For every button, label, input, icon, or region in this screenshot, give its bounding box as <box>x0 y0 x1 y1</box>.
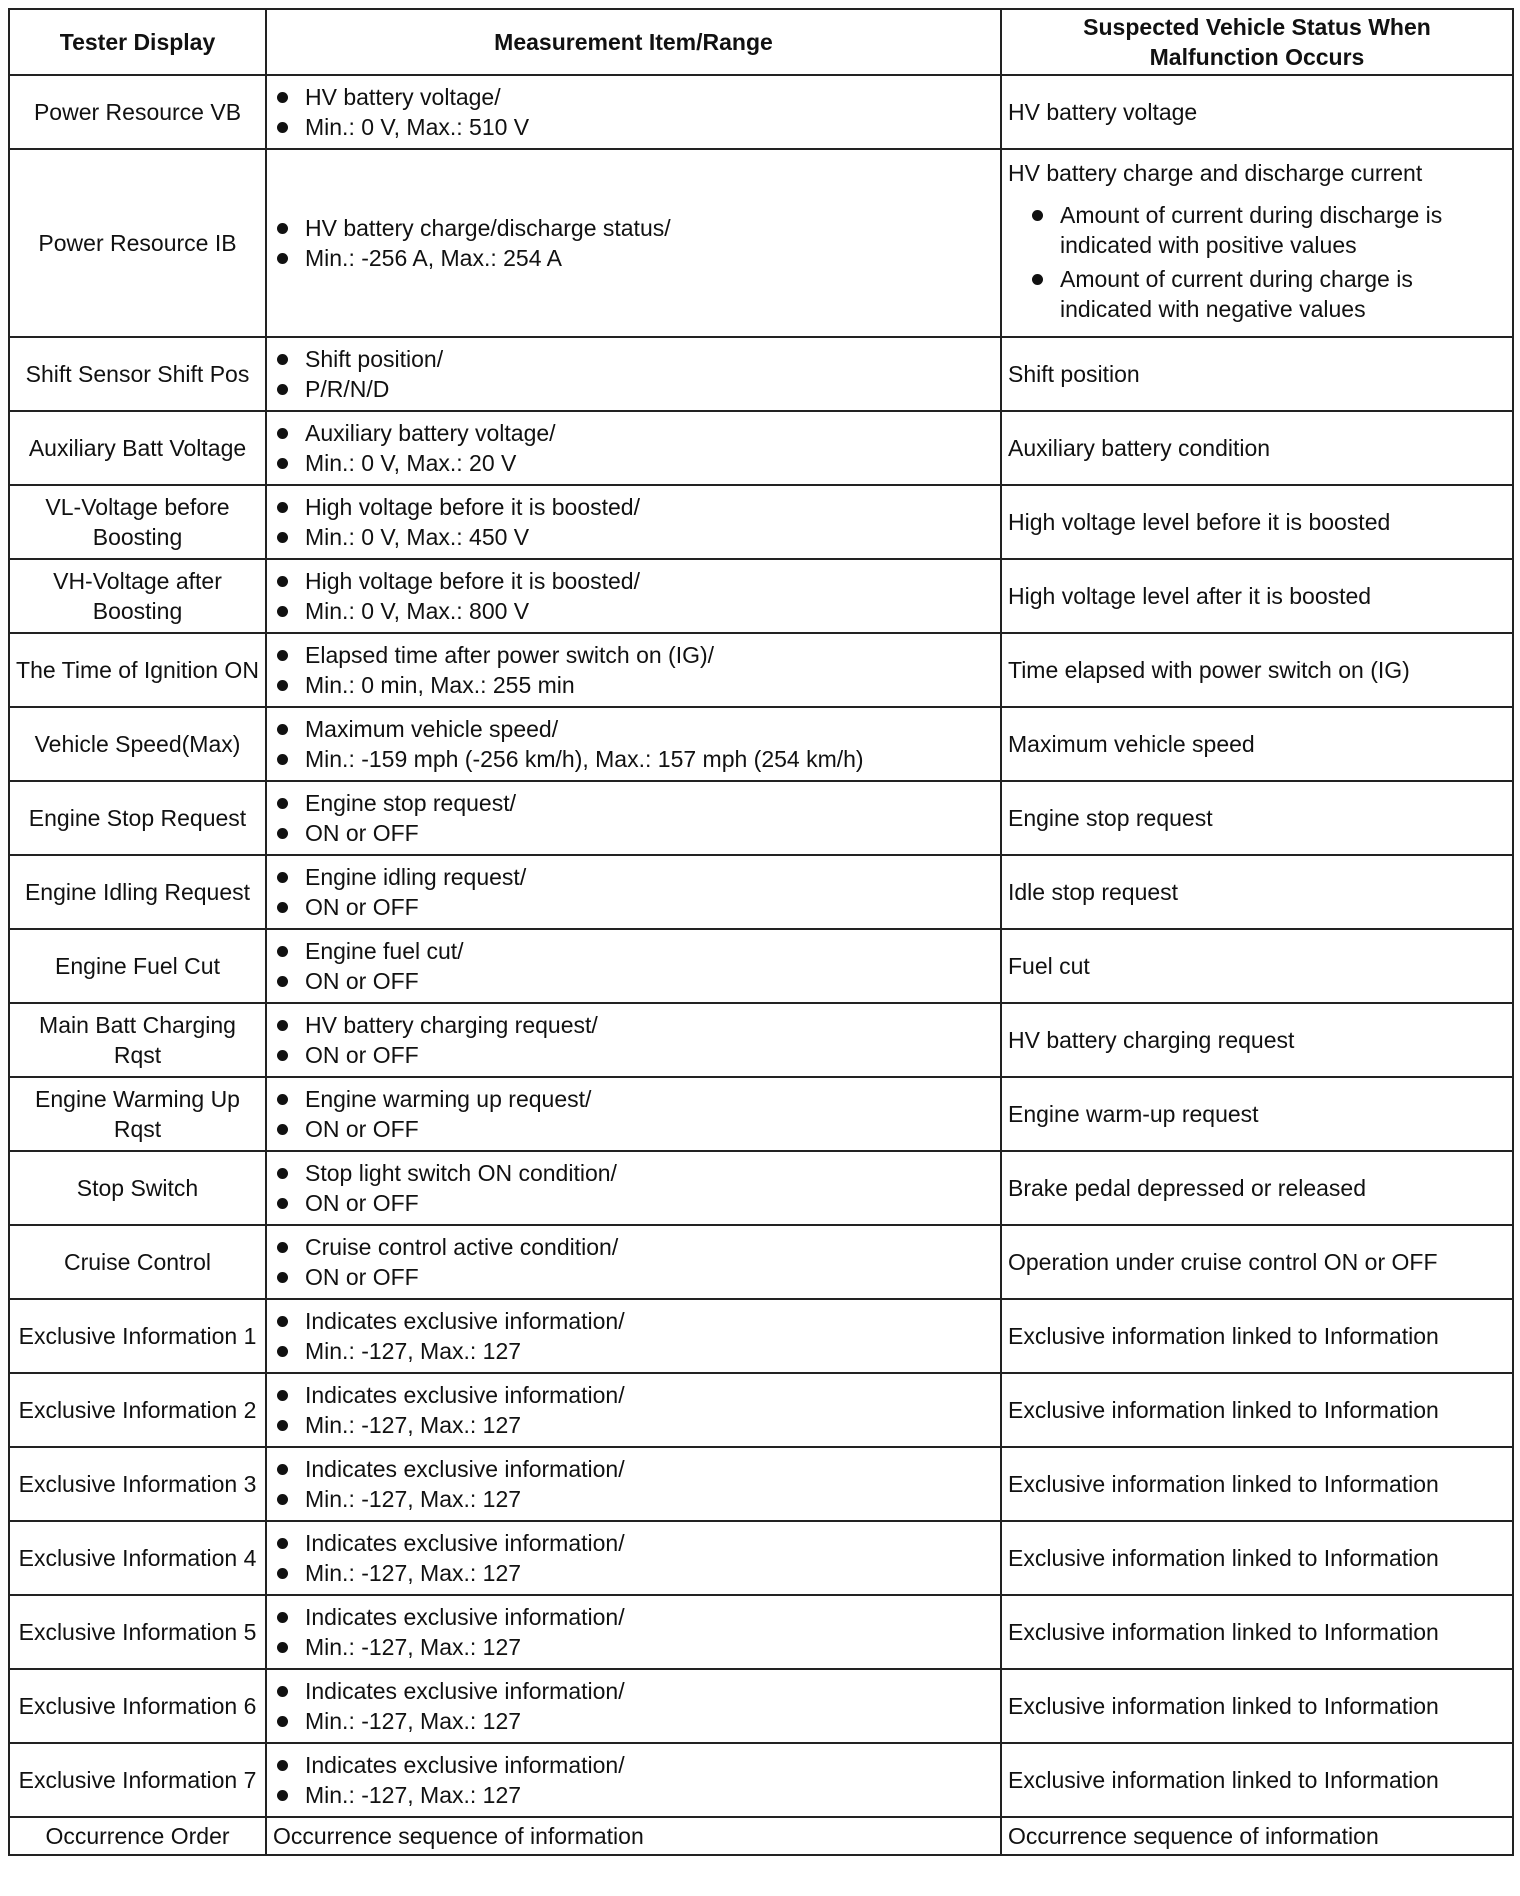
header-tester-display: Tester Display <box>9 9 266 75</box>
tester-display-cell: Engine Warming Up Rqst <box>9 1077 266 1151</box>
tester-display-cell: Occurrence Order <box>9 1817 266 1855</box>
tester-display-cell: Engine Stop Request <box>9 781 266 855</box>
measurement-item: Indicates exclusive information/ <box>273 1528 994 1558</box>
measurement-item: Auxiliary battery voltage/ <box>273 418 994 448</box>
status-cell: Exclusive information linked to Information <box>1001 1373 1513 1447</box>
table-row <box>9 559 1513 633</box>
status-text: HV battery charge and discharge current <box>1008 160 1423 186</box>
measurement-item: Engine stop request/ <box>273 788 994 818</box>
header-suspected-status-line2: Malfunction Occurs <box>1149 44 1365 70</box>
status-cell <box>1001 149 1513 337</box>
measurement-item: HV battery voltage/ <box>273 82 994 112</box>
measurement-item: Indicates exclusive information/ <box>273 1602 994 1632</box>
header-row <box>9 9 1513 75</box>
table-row <box>9 1521 1513 1595</box>
table-row <box>9 75 1513 149</box>
measurement-item: Engine idling request/ <box>273 862 994 892</box>
table-row <box>9 1595 1513 1669</box>
measurement-range: Min.: -127, Max.: 127 <box>273 1558 994 1588</box>
measurement-cell <box>266 929 1001 1003</box>
measurement-cell <box>266 1299 1001 1373</box>
measurement-cell <box>266 1151 1001 1225</box>
measurement-range: ON or OFF <box>273 966 994 996</box>
measurement-range: ON or OFF <box>273 1040 994 1070</box>
status-cell: Auxiliary battery condition <box>1001 411 1513 485</box>
measurement-cell <box>266 1595 1001 1669</box>
measurement-range: ON or OFF <box>273 818 994 848</box>
status-cell: Exclusive information linked to Information <box>1001 1299 1513 1373</box>
measurement-range: Min.: -127, Max.: 127 <box>273 1632 994 1662</box>
tester-display-cell: Engine Idling Request <box>9 855 266 929</box>
measurement-cell <box>266 1447 1001 1521</box>
tester-display-cell: Exclusive Information 7 <box>9 1743 266 1817</box>
tester-display-cell: Exclusive Information 2 <box>9 1373 266 1447</box>
tester-display-cell: Vehicle Speed(Max) <box>9 707 266 781</box>
status-cell: Idle stop request <box>1001 855 1513 929</box>
table-row <box>9 929 1513 1003</box>
table-row <box>9 485 1513 559</box>
status-note: Amount of current during charge is indicated with negative values <box>1028 264 1506 324</box>
tester-display-cell: The Time of Ignition ON <box>9 633 266 707</box>
measurement-range: Min.: 0 V, Max.: 450 V <box>273 522 994 552</box>
data-list-sheet <box>8 8 1512 1856</box>
status-cell: Exclusive information linked to Information <box>1001 1669 1513 1743</box>
table-row <box>9 1669 1513 1743</box>
measurement-item: HV battery charge/discharge status/ <box>273 213 994 243</box>
measurement-item: Indicates exclusive information/ <box>273 1380 994 1410</box>
status-cell: Exclusive information linked to Information <box>1001 1595 1513 1669</box>
tester-display-cell: Engine Fuel Cut <box>9 929 266 1003</box>
status-cell: Time elapsed with power switch on (IG) <box>1001 633 1513 707</box>
table-row <box>9 1299 1513 1373</box>
tester-display-cell: VL-Voltage before Boosting <box>9 485 266 559</box>
measurement-range: Min.: -127, Max.: 127 <box>273 1484 994 1514</box>
tester-display-cell: Exclusive Information 4 <box>9 1521 266 1595</box>
measurement-item: Cruise control active condition/ <box>273 1232 994 1262</box>
header-suspected-status <box>1001 9 1513 75</box>
measurement-range: Min.: -127, Max.: 127 <box>273 1706 994 1736</box>
measurement-range: Min.: -127, Max.: 127 <box>273 1780 994 1810</box>
measurement-item: Maximum vehicle speed/ <box>273 714 994 744</box>
measurement-range: Min.: 0 V, Max.: 510 V <box>273 112 994 142</box>
status-cell: Engine stop request <box>1001 781 1513 855</box>
status-cell: HV battery voltage <box>1001 75 1513 149</box>
tester-display-cell: VH-Voltage after Boosting <box>9 559 266 633</box>
measurement-item: Engine warming up request/ <box>273 1084 994 1114</box>
table-row <box>9 337 1513 411</box>
measurement-item: Indicates exclusive information/ <box>273 1676 994 1706</box>
measurement-cell <box>266 1743 1001 1817</box>
measurement-range: ON or OFF <box>273 1114 994 1144</box>
measurement-range: ON or OFF <box>273 1262 994 1292</box>
status-note: Amount of current during discharge is indicated with positive values <box>1028 200 1506 260</box>
measurement-cell <box>266 149 1001 337</box>
tester-display-cell: Power Resource VB <box>9 75 266 149</box>
measurement-range: Min.: 0 V, Max.: 20 V <box>273 448 994 478</box>
header-measurement: Measurement Item/Range <box>266 9 1001 75</box>
measurement-cell <box>266 559 1001 633</box>
status-cell: Brake pedal depressed or released <box>1001 1151 1513 1225</box>
measurement-item: Indicates exclusive information/ <box>273 1454 994 1484</box>
table-row <box>9 1225 1513 1299</box>
measurement-cell <box>266 1521 1001 1595</box>
measurement-item: Indicates exclusive information/ <box>273 1306 994 1336</box>
tester-display-cell: Power Resource IB <box>9 149 266 337</box>
tester-display-cell: Exclusive Information 5 <box>9 1595 266 1669</box>
measurement-item: Shift position/ <box>273 344 994 374</box>
table-row <box>9 1003 1513 1077</box>
tester-display-cell: Main Batt Charging Rqst <box>9 1003 266 1077</box>
measurement-range: Min.: -127, Max.: 127 <box>273 1336 994 1366</box>
measurement-cell <box>266 1373 1001 1447</box>
tester-display-cell: Exclusive Information 6 <box>9 1669 266 1743</box>
table-row <box>9 149 1513 337</box>
status-cell: Engine warm-up request <box>1001 1077 1513 1151</box>
measurement-cell <box>266 485 1001 559</box>
measurement-cell <box>266 781 1001 855</box>
measurement-item: Elapsed time after power switch on (IG)/ <box>273 640 994 670</box>
measurement-cell <box>266 707 1001 781</box>
status-cell: Exclusive information linked to Information <box>1001 1447 1513 1521</box>
measurement-item: HV battery charging request/ <box>273 1010 994 1040</box>
status-cell: Exclusive information linked to Information <box>1001 1743 1513 1817</box>
measurement-item: High voltage before it is boosted/ <box>273 492 994 522</box>
status-cell: High voltage level after it is boosted <box>1001 559 1513 633</box>
measurement-range: ON or OFF <box>273 1188 994 1218</box>
measurement-item: Engine fuel cut/ <box>273 936 994 966</box>
table-row <box>9 1373 1513 1447</box>
measurement-cell <box>266 1669 1001 1743</box>
status-cell: Shift position <box>1001 337 1513 411</box>
table-row <box>9 855 1513 929</box>
tester-display-cell: Cruise Control <box>9 1225 266 1299</box>
header-suspected-status-line1: Suspected Vehicle Status When <box>1083 14 1431 40</box>
tester-display-cell: Auxiliary Batt Voltage <box>9 411 266 485</box>
table-row <box>9 781 1513 855</box>
measurement-cell <box>266 855 1001 929</box>
measurement-item: Indicates exclusive information/ <box>273 1750 994 1780</box>
measurement-cell <box>266 1077 1001 1151</box>
table-row <box>9 1151 1513 1225</box>
measurement-cell: Occurrence sequence of information <box>266 1817 1001 1855</box>
status-cell: Occurrence sequence of information <box>1001 1817 1513 1855</box>
table-row <box>9 1817 1513 1855</box>
measurement-cell <box>266 1003 1001 1077</box>
measurement-cell <box>266 75 1001 149</box>
table-row <box>9 411 1513 485</box>
measurement-range: Min.: 0 min, Max.: 255 min <box>273 670 994 700</box>
table-row <box>9 707 1513 781</box>
tester-display-cell: Shift Sensor Shift Pos <box>9 337 266 411</box>
measurement-range: Min.: -256 A, Max.: 254 A <box>273 243 994 273</box>
measurement-range: P/R/N/D <box>273 374 994 404</box>
table-row <box>9 1743 1513 1817</box>
measurement-item: Stop light switch ON condition/ <box>273 1158 994 1188</box>
measurement-cell <box>266 411 1001 485</box>
measurement-range: Min.: -127, Max.: 127 <box>273 1410 994 1440</box>
measurement-item: High voltage before it is boosted/ <box>273 566 994 596</box>
measurement-cell <box>266 633 1001 707</box>
data-list-table <box>8 8 1514 1856</box>
status-cell: Operation under cruise control ON or OFF <box>1001 1225 1513 1299</box>
measurement-cell <box>266 1225 1001 1299</box>
table-row <box>9 1077 1513 1151</box>
measurement-range: Min.: 0 V, Max.: 800 V <box>273 596 994 626</box>
tester-display-cell: Exclusive Information 3 <box>9 1447 266 1521</box>
status-cell: Maximum vehicle speed <box>1001 707 1513 781</box>
measurement-range: Min.: -159 mph (-256 km/h), Max.: 157 mph (254 km/h) <box>273 744 994 774</box>
table-row <box>9 1447 1513 1521</box>
status-cell: High voltage level before it is boosted <box>1001 485 1513 559</box>
table-row <box>9 633 1513 707</box>
tester-display-cell: Stop Switch <box>9 1151 266 1225</box>
status-cell: Exclusive information linked to Information <box>1001 1521 1513 1595</box>
status-cell: Fuel cut <box>1001 929 1513 1003</box>
tester-display-cell: Exclusive Information 1 <box>9 1299 266 1373</box>
status-cell: HV battery charging request <box>1001 1003 1513 1077</box>
measurement-cell <box>266 337 1001 411</box>
measurement-range: ON or OFF <box>273 892 994 922</box>
